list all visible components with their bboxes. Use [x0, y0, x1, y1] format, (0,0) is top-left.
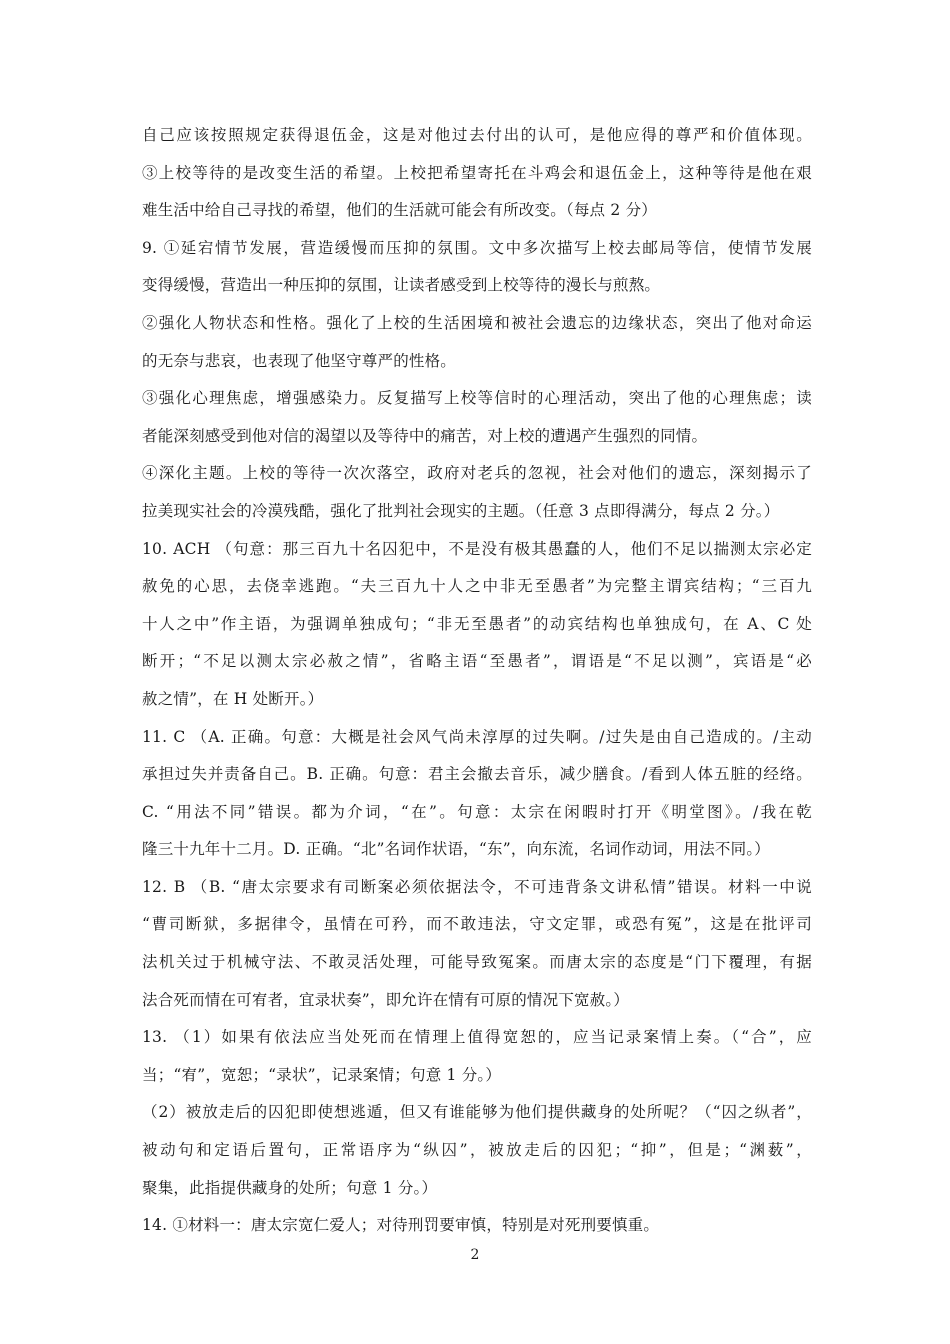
text-line: 法机关过于机械守法、不敢灵活处理，可能导致冤案。而唐太宗的态度是“门下覆理，有据 [142, 953, 812, 972]
answer-text-body [142, 117, 812, 1245]
text-line: 自己应该按照规定获得退伍金，这是对他过去付出的认可，是他应得的尊严和价值体现。 [142, 126, 812, 144]
text-line: 十人之中”作主语，为强调单独成句；“非无至愚者”的动宾结构也单独成句，在 A、C 处 [142, 614, 812, 633]
text-line: 13. （1）如果有依法应当处死而在情理上值得宽恕的，应当记录案情上奏。（“合”，应 [142, 1028, 812, 1047]
text-line: 的无奈与悲哀，也表现了他坚守尊严的性格。 [142, 351, 457, 370]
text-line: ②强化人物状态和性格。强化了上校的生活困境和被社会遗忘的边缘状态，突出了他对命运 [142, 313, 812, 332]
text-line: 被动句和定语后置句，正常语序为“纵囚”，被放走后的囚犯；“抑”，但是；“渊薮”， [142, 1141, 812, 1160]
text-line: ③强化心理焦虑，增强感染力。反复描写上校等信时的心理活动，突出了他的心理焦虑；读 [142, 389, 812, 408]
text-line: 断开；“不足以测太宗必赦之情”，省略主语“至愚者”，谓语是“不足以测”，宾语是“必 [142, 652, 812, 671]
text-line: 隆三十九年十二月。D. 正确。“北”名词作状语，“东”，向东流，名词作动词，用法不同。） [142, 840, 770, 859]
text-line: 变得缓慢，营造出一种压抑的氛围，让读者感受到上校等待的漫长与煎熬。 [142, 276, 661, 295]
text-line: 承担过失并责备自己。B. 正确。句意：君主会撤去音乐，减少膳食。/看到人体五脏的经络。 [142, 765, 812, 784]
text-line: “曹司断狱，多据律令，虽情在可矜，而不敢违法，守文定罪，或恐有冤”，这是在批评司 [142, 915, 812, 934]
text-line: 10. ACH （句意：那三百九十名囚犯中，不是没有极其愚蠢的人，他们不足以揣测太宗必定 [142, 539, 812, 558]
text-line: 者能深刻感受到他对信的渴望以及等待中的痛苦，对上校的遭遇产生强烈的同情。 [142, 426, 708, 445]
text-line: 难生活中给自己寻找的希望，他们的生活就可能会有所改变。（每点 2 分） [142, 201, 657, 220]
text-line: 9. ①延宕情节发展，营造缓慢而压抑的氛围。文中多次描写上校去邮局等信，使情节发展 [142, 238, 812, 257]
text-line: 14. ①材料一：唐太宗宽仁爱人；对待刑罚要审慎，特别是对死刑要慎重。 [142, 1216, 660, 1235]
text-line: 拉美现实社会的冷漠残酷，强化了批判社会现实的主题。（任意 3 点即得满分，每点 2 分。） [142, 501, 780, 520]
text-line: C. “用法不同”错误。都为介词，“在”。句意：太宗在闲暇时打开《明堂图》。/我在乾 [142, 802, 812, 821]
text-line: ④深化主题。上校的等待一次次落空，政府对老兵的忽视，社会对他们的遗忘，深刻揭示了 [142, 464, 812, 483]
text-line: 赦之情”，在 H 处断开。） [142, 689, 324, 708]
text-line: 12. B （B. “唐太宗要求有司断案必须依据法令，不可违背条文讲私情”错误。材料一中说 [142, 877, 812, 896]
text-line: （2）被放走后的囚犯即使想逃遁，但又有谁能够为他们提供藏身的处所呢？（“囚之纵者”， [142, 1103, 812, 1122]
text-line: 法合死而情在可宥者，宜录状奏”，即允许在情有可原的情况下宽赦。） [142, 990, 630, 1009]
text-line: 赦免的心思，去侥幸逃跑。“夫三百九十人之中非无至愚者”为完整主谓宾结构；“三百九 [142, 577, 812, 596]
text-line: ③上校等待的是改变生活的希望。上校把希望寄托在斗鸡会和退伍金上，这种等待是他在艰 [142, 163, 812, 182]
text-line: 当；“宥”，宽恕；“录状”，记录案情；句意 1 分。） [142, 1065, 502, 1084]
text-line: 11. C （A. 正确。句意：大概是社会风气尚未淳厚的过失啊。/过失是由自己造成的。/主动 [142, 727, 812, 746]
page-number: 2 [470, 1247, 480, 1263]
text-line: 聚集，此指提供藏身的处所；句意 1 分。） [142, 1178, 438, 1197]
